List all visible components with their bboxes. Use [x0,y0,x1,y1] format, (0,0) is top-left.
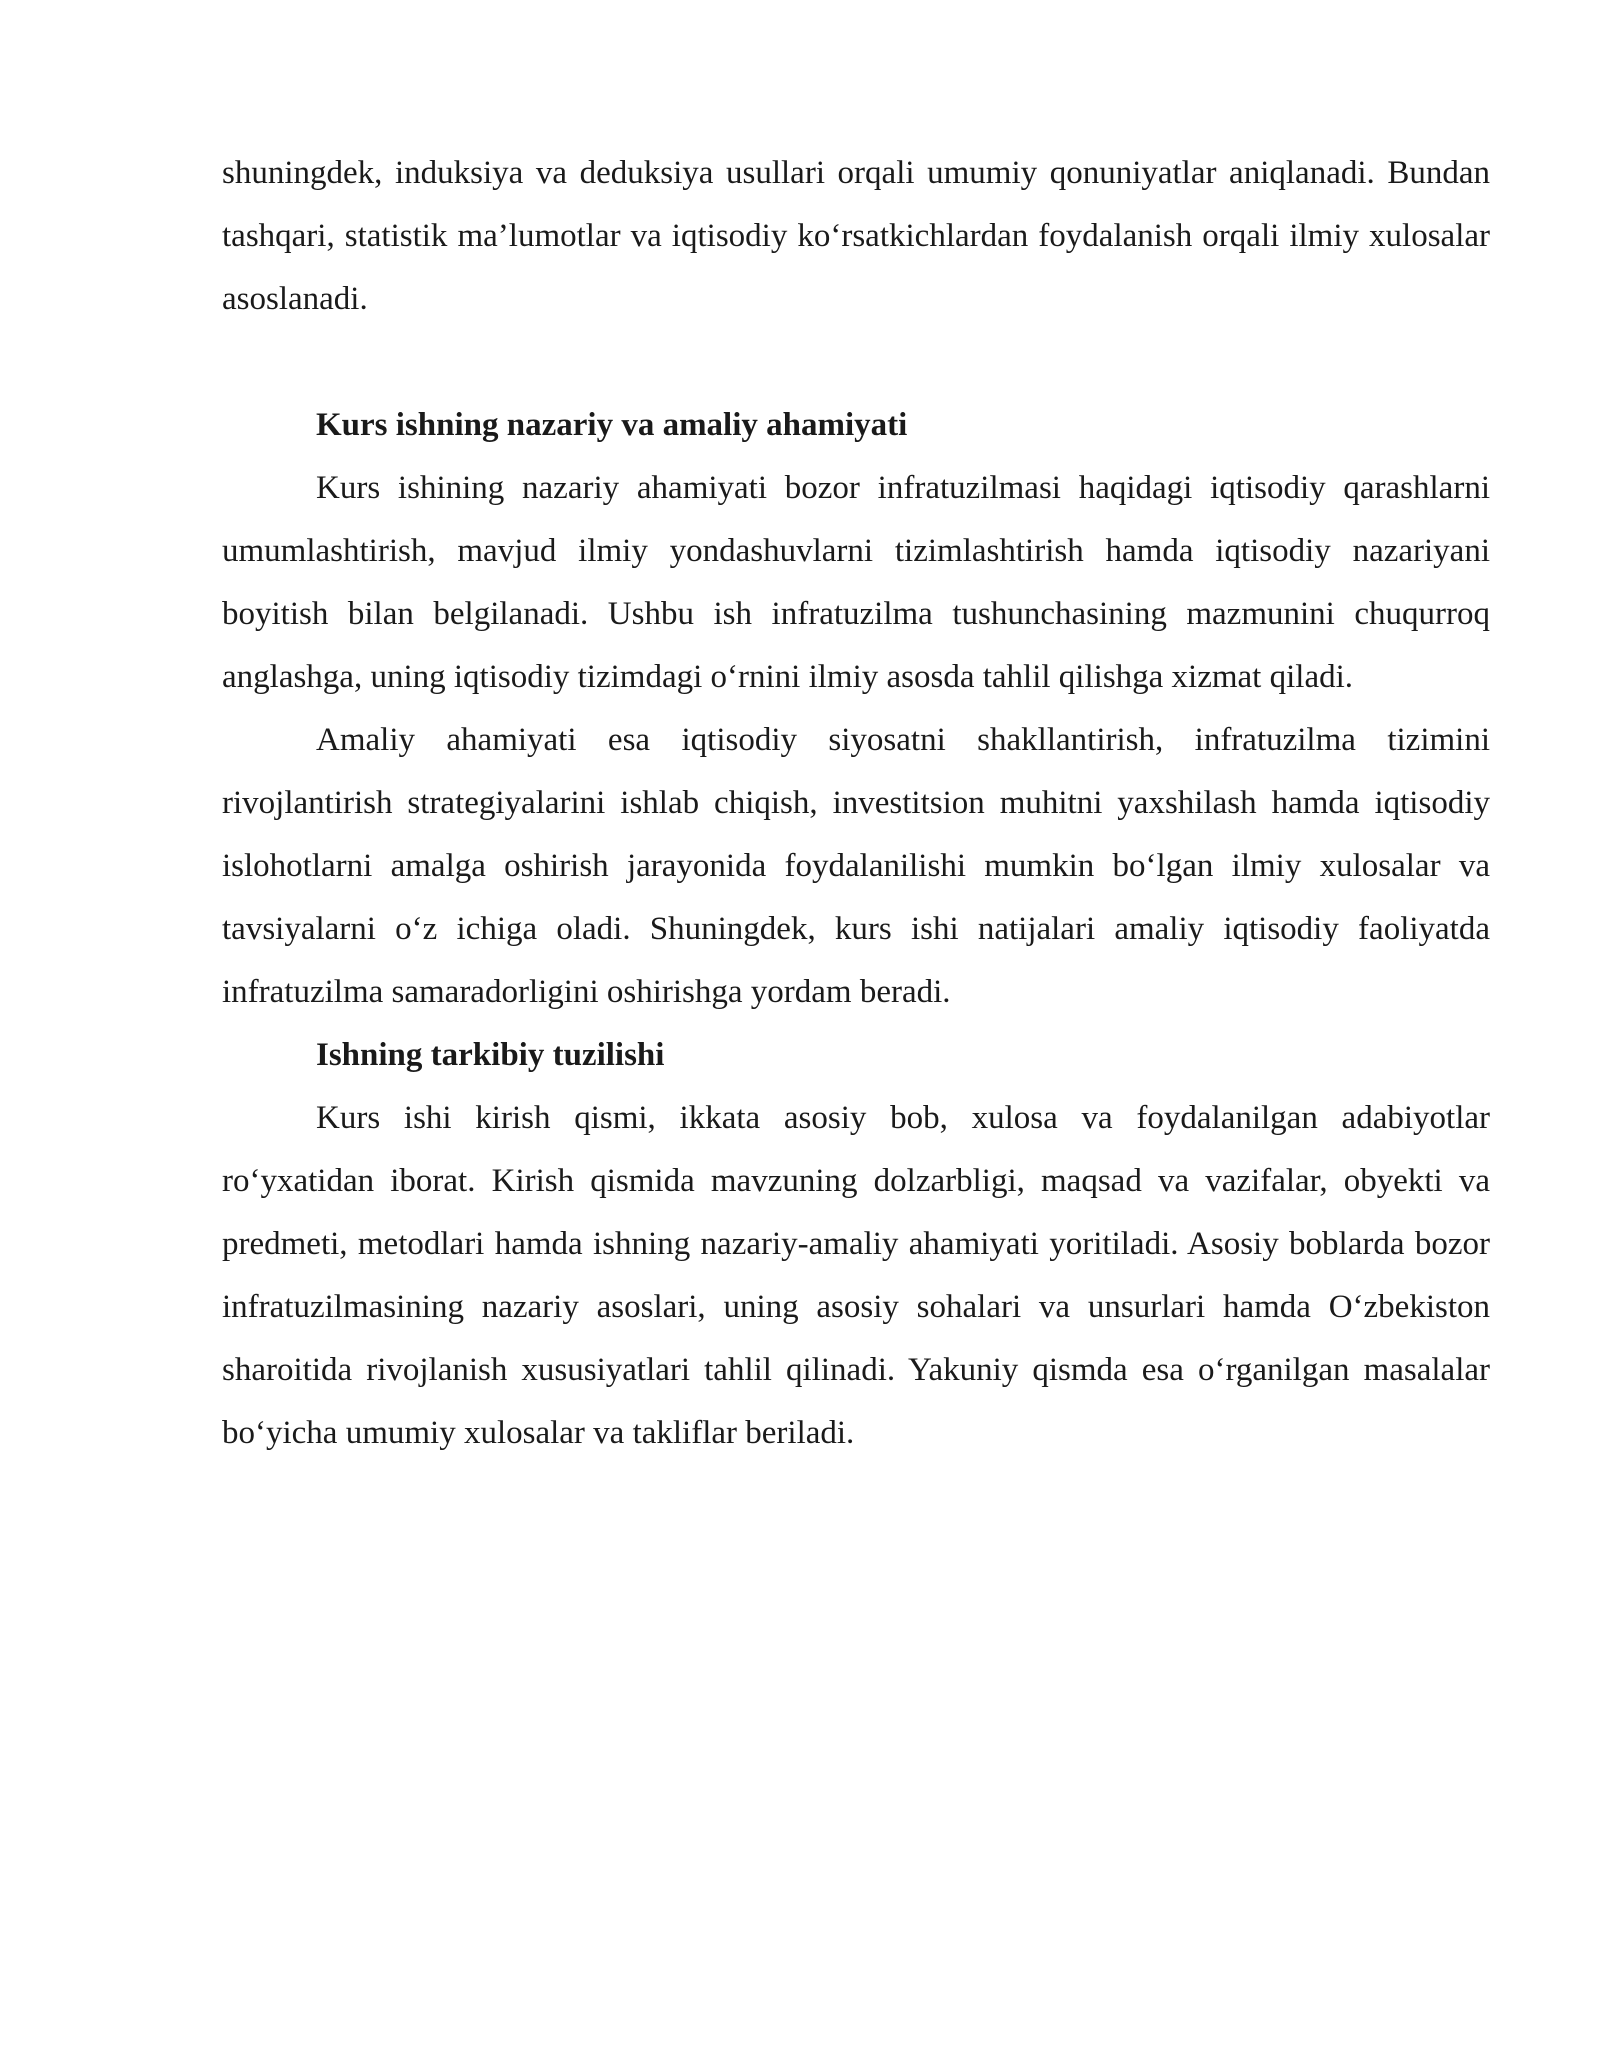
page-content [222,142,1490,1465]
theoretical-significance-paragraph: Kurs ishining nazariy ahamiyati bozor infratuzilmasi haqidagi iqtisodiy qarashlarni umumlashtirish, mavjud ilmiy yondashuvlarni tizimlashtirish hamda iqtisodiy nazariyani boyitish bilan belgilanadi. Ushbu ish infratuzilma tushunchasining mazmunini chuqurroq anglashga, uning iqtisodiy tizimdagi o‘rnini ilmiy asosda tahlil qilishga xizmat qiladi. [222,470,1490,695]
practical-significance-paragraph: Amaliy ahamiyati esa iqtisodiy siyosatni shakllantirish, infratuzilma tizimini rivojlantirish strategiyalarini ishlab chiqish, investitsion muhitni yaxshilash hamda iqtisodiy islohotlarni amalga oshirish jarayonida foydalanilishi mumkin bo‘lgan ilmiy xulosalar va tavsiyalarni o‘z ichiga oladi. Shuningdek, kurs ishi natijalari amaliy iqtisodiy faoliyatda infratuzilma samaradorligini oshirishga yordam beradi. [222,722,1490,1010]
intro-paragraph: shuningdek, induksiya va deduksiya usullari orqali umumiy qonuniyatlar aniqlanadi. Bundan tashqari, statistik ma’lumotlar va iqtisodiy ko‘rsatkichlardan foydalanish orqali ilmiy xulosalar asoslanadi. [222,155,1490,317]
section-spacer [222,331,1490,394]
structure-paragraph: Kurs ishi kirish qismi, ikkata asosiy bob, xulosa va foydalanilgan adabiyotlar ro‘yxatidan iborat. Kirish qismida mavzuning dolzarbligi, maqsad va vazifalar, obyekti va predmeti, metodlari hamda ishning nazariy-amaliy ahamiyati yoritiladi. Asosiy boblarda bozor infratuzilmasining nazariy asoslari, uning asosiy sohalari va unsurlari hamda O‘zbekiston sharoitida rivojlanish xususiyatlari tahlil qilinadi. Yakuniy qismda esa o‘rganilgan masalalar bo‘yicha umumiy xulosalar va takliflar beriladi. [222,1100,1490,1451]
section-heading-significance: Kurs ishning nazariy va amaliy ahamiyati [316,407,908,443]
section-heading-structure: Ishning tarkibiy tuzilishi [316,1037,665,1073]
